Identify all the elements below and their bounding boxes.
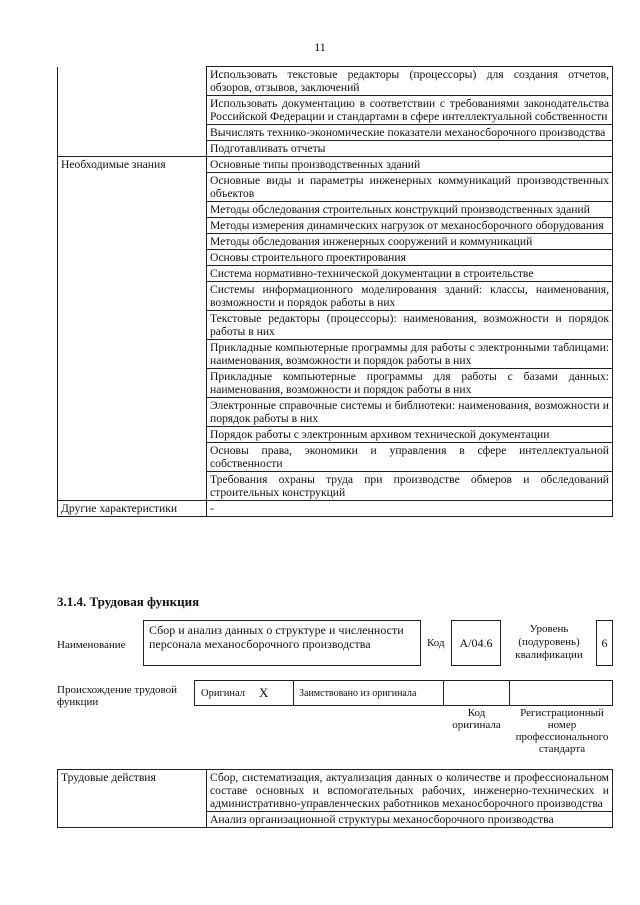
requirements-table: [57, 66, 613, 517]
knowledge-item: Требования охраны труда при производстве обмеров и обследований строительных конструкций: [207, 472, 613, 501]
original-label: Оригинал: [201, 688, 245, 699]
name-label: Наименование: [57, 639, 126, 651]
table-row: [58, 770, 613, 812]
borrowed-label: Заимствовано из оригинала: [299, 688, 417, 699]
knowledge-item: Методы измерения динамических нагрузок от механосборочного оборудования: [207, 218, 613, 234]
knowledge-item: Основные типы производственных зданий: [207, 157, 613, 173]
table-row: [58, 67, 613, 96]
origin-label: Происхождение трудовой функции: [57, 684, 178, 708]
level-value-box: 6: [596, 620, 613, 666]
function-name-box: Сбор и анализ данных о структуре и численности персонала механосборочного производства: [143, 620, 421, 666]
knowledge-item: Прикладные компьютерные программы для работы с базами данных: наименования, возможности и порядок работы в них: [207, 369, 613, 398]
other-value: -: [207, 501, 613, 517]
registration-box: [509, 680, 613, 706]
table-row: [58, 501, 613, 517]
knowledge-item: Основные виды и параметры инженерных коммуникаций производственных объектов: [207, 173, 613, 202]
section-title: 3.1.4. Трудовая функция: [57, 594, 200, 609]
knowledge-item: Системы информационного моделирования зданий: классы, наименования, возможности и порядок работы в них: [207, 282, 613, 311]
knowledge-item: Электронные справочные системы и библиотеки: наименования, возможности и порядок работы в них: [207, 398, 613, 427]
function-code-box: A/04.6: [451, 620, 501, 666]
origin-code-box: [443, 680, 510, 706]
knowledge-item: Система нормативно-технической документации в строительстве: [207, 266, 613, 282]
skill-item: Использовать текстовые редакторы (процессоры) для создания отчетов, обзоров, отзывов, заключений: [207, 67, 613, 96]
code-label: Код: [427, 637, 445, 649]
knowledge-label: Необходимые знания: [58, 157, 207, 501]
knowledge-item: Методы обследования строительных конструкций производственных зданий: [207, 202, 613, 218]
action-item: Анализ организационной структуры механосборочного производства: [207, 812, 613, 828]
knowledge-item: Прикладные компьютерные программы для работы с электронными таблицами: наименования, возможности и порядок работы в них: [207, 340, 613, 369]
skills-label-cell: [58, 67, 207, 157]
knowledge-item: Основы права, экономики и управления в сфере интеллектуальной собственности: [207, 443, 613, 472]
actions-table: [57, 769, 613, 828]
actions-label: Трудовые действия: [58, 770, 207, 828]
level-label: Уровень (подуровень) квалификации: [515, 623, 583, 661]
knowledge-item: Текстовые редакторы (процессоры): наименования, возможности и порядок работы в них: [207, 311, 613, 340]
knowledge-item: Методы обследования инженерных сооружений и коммуникаций: [207, 234, 613, 250]
knowledge-item: Порядок работы с электронным архивом технической документации: [207, 427, 613, 443]
knowledge-item: Основы строительного проектирования: [207, 250, 613, 266]
table-row: [58, 157, 613, 173]
skill-item: Использовать документацию в соответствии с требованиями законодательства Российской Федерации и стандартами в сфере интеллектуальной собственности: [207, 96, 613, 125]
other-label: Другие характеристики: [58, 501, 207, 517]
skill-item: Вычислять технико-экономические показатели механосборочного производства: [207, 125, 613, 141]
borrowed-box: [293, 680, 444, 706]
code-caption: Код оригинала: [452, 707, 501, 731]
original-mark: X: [259, 685, 269, 700]
skill-item: Подготавливать отчеты: [207, 141, 613, 157]
registration-caption: Регистрационный номер профессионального стандарта: [515, 707, 609, 755]
original-box: [194, 680, 294, 706]
action-item: Сбор, систематизация, актуализация данных о количестве и профессиональном составе основных и вспомогательных рабочих, инженерно-технических и административно-управленческих работников механосборочного производства: [207, 770, 613, 812]
page-number: 11: [314, 40, 326, 54]
